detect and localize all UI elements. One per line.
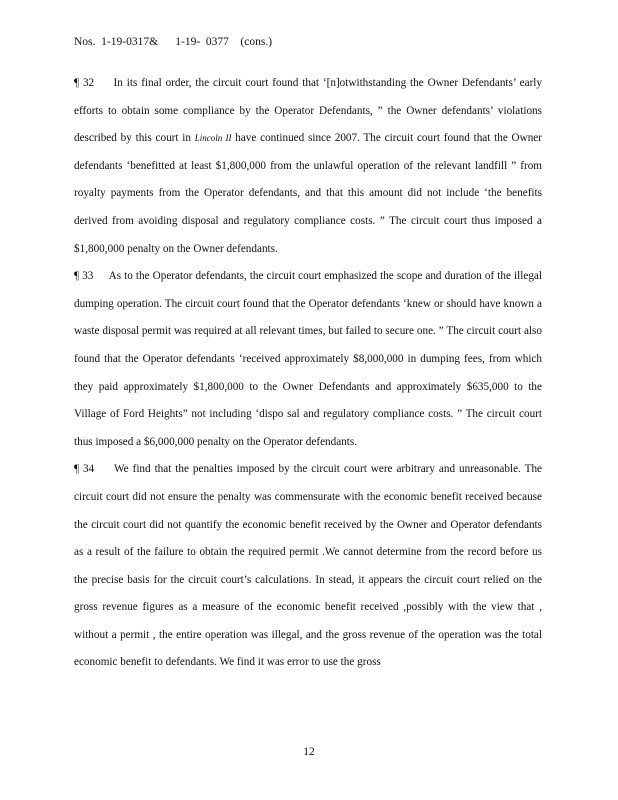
paragraph-marker: ¶ 32 [74,77,95,89]
case-number-header: Nos. 1-19-0317& 1-19- 0377 (cons.) [74,36,273,48]
paragraph-marker: ¶ 33 [74,270,94,283]
paragraph-32 [74,70,542,263]
paragraph-text: In its final order, the circuit court found that ‘[n]otwithstanding the Owner Defendants’ early efforts to obtain some compliance by the Operator Defendants, ” the Owner defendants’ violations described by this court in [74,77,543,145]
paragraph-text: We find that the penalties imposed by the circuit court were arbitrary and unreasonable. The circuit court did not ensure the penalty was commensurate with the economic benefit received because the circuit court did not quantify the economic benefit received by the Owner and Operator defendants as a result of the failure to obtain the required permit .We cannot determine from the record before us the precise basis for the circuit court’s calculations. In stead, it appears the circuit court relied on the gross revenue figures as a measure of the economic benefit received ,possibly with the view that , without a permit , the entire operation was illegal, and the gross revenue of the operation was the total economic benefit to defendants. We find it was error to use the gross [74,463,543,669]
page-number: 12 [303,746,315,758]
paragraph-34 [74,456,542,677]
paragraph-33 [74,263,542,456]
paragraph-text-continued: have continued since 2007. The circuit court found that the Owner defendants ‘benefitted at least $1,800,000 from the unlawful operation of the relevant landfill ” from royalty payments from the Operator defendants, and that this amount did not include ‘the benefits derived from avoiding disposal and regulatory compliance costs. ” The circuit court thus imposed a $1,800,000 penalty on the Owner defendants. [74,132,542,255]
opinion-body [74,70,542,677]
paragraph-marker: ¶ 34 [74,463,95,476]
case-citation: Lincoln II [194,133,232,144]
paragraph-text: As to the Operator defendants, the circuit court emphasized the scope and duration of the illegal dumping operation. The circuit court found that the Operator defendants ‘knew or should have known a waste disposal permit was required at all relevant times, but failed to secure one. ” The circuit court also found that the Operator defendants ‘received approximately $8,000,000 in dumping fees, from which they paid approximately $1,800,000 to the Owner Defendants and approximately $635,000 to the Village of Ford Heights” not including ‘dispo sal and regulatory compliance costs. ” The circuit court thus imposed a $6,000,000 penalty on the Operator defendants. [74,270,542,448]
